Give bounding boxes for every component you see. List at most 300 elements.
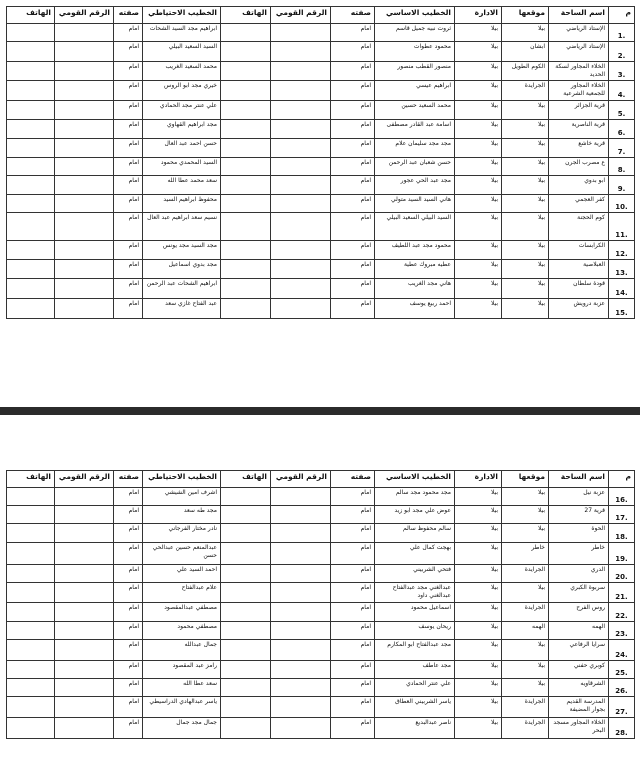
backup-national-id-cell <box>55 488 114 506</box>
location-cell: بيلا <box>502 524 549 543</box>
table-row <box>7 260 635 279</box>
main-role-cell: امام <box>331 565 375 583</box>
backup-preacher-cell: نسيم سعد ابراهيم عبد العال <box>143 213 221 241</box>
header-national-id: الرقم القومي <box>271 7 331 24</box>
place-name-cell: الكرابسات <box>549 241 609 260</box>
backup-national-id-cell <box>55 299 114 319</box>
phone-cell <box>221 120 271 139</box>
national-id-cell <box>271 24 331 42</box>
backup-role-cell: امام <box>114 718 143 739</box>
location-cell: الكوم الطويل <box>502 62 549 81</box>
main-preacher-cell: ريحان يوسف <box>375 622 455 640</box>
phone-cell <box>221 661 271 679</box>
place-name-cell: عزبة نيل <box>549 488 609 506</box>
header-location: موقعها <box>502 7 549 24</box>
main-role-cell: امام <box>331 279 375 299</box>
backup-preacher-cell: جمال مجد جمال <box>143 718 221 739</box>
row-number-cell: .19 <box>609 543 635 565</box>
header-backup-preacher: الخطيب الاحتياطي <box>143 471 221 488</box>
administration-cell: بيلا <box>455 622 502 640</box>
place-name-cell: الإستاد الرياضي <box>549 42 609 62</box>
main-preacher-cell: عطيه مبروك عطية <box>375 260 455 279</box>
main-preacher-cell: علي عنتر الحمادي <box>375 679 455 697</box>
national-id-cell <box>271 697 331 718</box>
backup-role-cell: امام <box>114 661 143 679</box>
phone-cell <box>221 583 271 603</box>
row-number-cell: .15 <box>609 299 635 319</box>
place-name-cell: سربوة الكبري <box>549 583 609 603</box>
backup-role-cell: امام <box>114 120 143 139</box>
row-number-cell: .25 <box>609 661 635 679</box>
main-role-cell: امام <box>331 506 375 524</box>
administration-cell: بيلا <box>455 543 502 565</box>
administration-cell: بيلا <box>455 176 502 195</box>
backup-national-id-cell <box>55 506 114 524</box>
row-number-cell: .7 <box>609 139 635 158</box>
row-number-cell: .9 <box>609 176 635 195</box>
administration-cell: بيلا <box>455 139 502 158</box>
row-number-cell: .20 <box>609 565 635 583</box>
table-1-header-row <box>7 7 635 24</box>
national-id-cell <box>271 101 331 120</box>
backup-national-id-cell <box>55 195 114 213</box>
backup-preacher-cell: رامز عبد المقصود <box>143 661 221 679</box>
main-role-cell: امام <box>331 543 375 565</box>
backup-national-id-cell <box>55 139 114 158</box>
backup-national-id-cell <box>55 565 114 583</box>
backup-preacher-cell: ياسر عبدالهادي الدراسيطي <box>143 697 221 718</box>
main-role-cell: امام <box>331 241 375 260</box>
main-preacher-cell: هاني السيد السيد متولي <box>375 195 455 213</box>
main-role-cell: امام <box>331 120 375 139</box>
place-name-cell: خاطر <box>549 543 609 565</box>
backup-phone-cell <box>7 718 55 739</box>
backup-phone-cell <box>7 176 55 195</box>
row-number-cell: .13 <box>609 260 635 279</box>
backup-phone-cell <box>7 583 55 603</box>
administration-cell: بيلا <box>455 524 502 543</box>
table-row <box>7 506 635 524</box>
backup-phone-cell <box>7 101 55 120</box>
national-id-cell <box>271 279 331 299</box>
backup-national-id-cell <box>55 62 114 81</box>
backup-preacher-cell: خيري مجد ابو الروس <box>143 81 221 101</box>
backup-role-cell: امام <box>114 488 143 506</box>
backup-role-cell: امام <box>114 679 143 697</box>
header-administration: الادارة <box>455 471 502 488</box>
national-id-cell <box>271 81 331 101</box>
backup-national-id-cell <box>55 101 114 120</box>
main-preacher-cell: محمد السعيد حسين <box>375 101 455 120</box>
backup-phone-cell <box>7 62 55 81</box>
backup-phone-cell <box>7 565 55 583</box>
main-role-cell: امام <box>331 583 375 603</box>
phone-cell <box>221 565 271 583</box>
table-row <box>7 139 635 158</box>
phone-cell <box>221 213 271 241</box>
location-cell: بيلا <box>502 583 549 603</box>
backup-role-cell: امام <box>114 24 143 42</box>
phone-cell <box>221 299 271 319</box>
table-row <box>7 622 635 640</box>
header-backup-role: صفته <box>114 7 143 24</box>
administration-cell: بيلا <box>455 158 502 176</box>
national-id-cell <box>271 640 331 661</box>
table-row <box>7 101 635 120</box>
backup-role-cell: امام <box>114 506 143 524</box>
place-name-cell: الخلاء المجاور للجمعية الشرعية <box>549 81 609 101</box>
header-main-preacher: الخطيب الاساسي <box>375 7 455 24</box>
phone-cell <box>221 139 271 158</box>
main-role-cell: امام <box>331 603 375 622</box>
backup-national-id-cell <box>55 24 114 42</box>
phone-cell <box>221 241 271 260</box>
row-number-cell: .10 <box>609 195 635 213</box>
backup-role-cell: امام <box>114 81 143 101</box>
backup-national-id-cell <box>55 524 114 543</box>
backup-role-cell: امام <box>114 279 143 299</box>
table-row <box>7 176 635 195</box>
national-id-cell <box>271 543 331 565</box>
backup-national-id-cell <box>55 260 114 279</box>
row-number-cell: .27 <box>609 697 635 718</box>
national-id-cell <box>271 120 331 139</box>
row-number-cell: .26 <box>609 679 635 697</box>
phone-cell <box>221 506 271 524</box>
header-role: صفته <box>331 471 375 488</box>
row-number-cell: .18 <box>609 524 635 543</box>
main-role-cell: امام <box>331 42 375 62</box>
administration-cell: بيلا <box>455 718 502 739</box>
backup-phone-cell <box>7 279 55 299</box>
backup-role-cell: امام <box>114 139 143 158</box>
table-row <box>7 120 635 139</box>
location-cell: بيلا <box>502 506 549 524</box>
location-cell: بيلا <box>502 488 549 506</box>
backup-national-id-cell <box>55 640 114 661</box>
administration-cell: بيلا <box>455 24 502 42</box>
place-name-cell: قرية الجزائر <box>549 101 609 120</box>
administration-cell: بيلا <box>455 679 502 697</box>
backup-role-cell: امام <box>114 583 143 603</box>
backup-national-id-cell <box>55 583 114 603</box>
main-preacher-cell: اسماعيل محمود <box>375 603 455 622</box>
national-id-cell <box>271 718 331 739</box>
backup-phone-cell <box>7 661 55 679</box>
backup-role-cell: امام <box>114 299 143 319</box>
backup-preacher-cell: اشرف امين الشيشي <box>143 488 221 506</box>
national-id-cell <box>271 679 331 697</box>
main-role-cell: امام <box>331 679 375 697</box>
national-id-cell <box>271 524 331 543</box>
backup-phone-cell <box>7 81 55 101</box>
administration-cell: بيلا <box>455 506 502 524</box>
phone-cell <box>221 176 271 195</box>
backup-preacher-cell: ابراهيم الشحات عبد الرحمن <box>143 279 221 299</box>
phone-cell <box>221 622 271 640</box>
location-cell: ابشان <box>502 42 549 62</box>
backup-phone-cell <box>7 42 55 62</box>
table-row <box>7 81 635 101</box>
place-name-cell: قرية 27 <box>549 506 609 524</box>
location-cell: الجرايدة <box>502 81 549 101</box>
main-preacher-cell: منصور القطب منصور <box>375 62 455 81</box>
phone-cell <box>221 62 271 81</box>
administration-cell: بيلا <box>455 697 502 718</box>
backup-phone-cell <box>7 488 55 506</box>
place-name-cell: كوبري حفني <box>549 661 609 679</box>
main-role-cell: امام <box>331 24 375 42</box>
place-name-cell: الخلاء المجاور مسجد البحر <box>549 718 609 739</box>
header-backup-phone: الهاتف <box>7 7 55 24</box>
row-number-cell: .24 <box>609 640 635 661</box>
page-divider <box>0 407 640 415</box>
national-id-cell <box>271 158 331 176</box>
backup-preacher-cell: احمد السيد علي <box>143 565 221 583</box>
table-row <box>7 524 635 543</box>
table-1 <box>6 6 635 319</box>
backup-national-id-cell <box>55 213 114 241</box>
national-id-cell <box>271 195 331 213</box>
row-number-cell: .11 <box>609 213 635 241</box>
header-administration: الادارة <box>455 7 502 24</box>
backup-national-id-cell <box>55 603 114 622</box>
main-role-cell: امام <box>331 139 375 158</box>
row-number-cell: .4 <box>609 81 635 101</box>
header-number: م <box>609 7 635 24</box>
place-name-cell: ابو بدوي <box>549 176 609 195</box>
administration-cell: بيلا <box>455 241 502 260</box>
location-cell: بيلا <box>502 139 549 158</box>
table-row <box>7 583 635 603</box>
location-cell: بيلا <box>502 158 549 176</box>
main-preacher-cell: محمود مجد عبد اللطيف <box>375 241 455 260</box>
location-cell: بيلا <box>502 101 549 120</box>
backup-preacher-cell: مصطفي عبدالمقصود <box>143 603 221 622</box>
backup-role-cell: امام <box>114 697 143 718</box>
table-row <box>7 62 635 81</box>
administration-cell: بيلا <box>455 260 502 279</box>
row-number-cell: .1 <box>609 24 635 42</box>
main-preacher-cell: فتحي الشربيني <box>375 565 455 583</box>
place-name-cell: المدرسة القديم بجوار المضيفة <box>549 697 609 718</box>
header-location: موقعها <box>502 471 549 488</box>
phone-cell <box>221 24 271 42</box>
backup-preacher-cell: ابراهيم مجد السيد الشحات <box>143 24 221 42</box>
location-cell: الجرايدة <box>502 603 549 622</box>
main-preacher-cell: حسن شعبان عبد الرحمن <box>375 158 455 176</box>
main-role-cell: امام <box>331 299 375 319</box>
location-cell: بيلا <box>502 260 549 279</box>
administration-cell: بيلا <box>455 603 502 622</box>
location-cell: بيلا <box>502 120 549 139</box>
place-name-cell: كفر العجمي <box>549 195 609 213</box>
main-preacher-cell: عوض علي مجد ابو زيد <box>375 506 455 524</box>
row-number-cell: .5 <box>609 101 635 120</box>
phone-cell <box>221 158 271 176</box>
national-id-cell <box>271 488 331 506</box>
header-place: اسم الساحة <box>549 7 609 24</box>
administration-cell: بيلا <box>455 42 502 62</box>
national-id-cell <box>271 139 331 158</box>
administration-cell: بيلا <box>455 120 502 139</box>
backup-role-cell: امام <box>114 260 143 279</box>
backup-phone-cell <box>7 679 55 697</box>
main-preacher-cell: السيد البيلي السعيد البيلي <box>375 213 455 241</box>
main-preacher-cell: محمود عطوات <box>375 42 455 62</box>
backup-role-cell: امام <box>114 42 143 62</box>
backup-national-id-cell <box>55 697 114 718</box>
backup-preacher-cell: حسن احمد عبد العال <box>143 139 221 158</box>
place-name-cell: الشرقاويه <box>549 679 609 697</box>
backup-phone-cell <box>7 543 55 565</box>
backup-phone-cell <box>7 139 55 158</box>
place-name-cell: سرايا الرفاعي <box>549 640 609 661</box>
backup-preacher-cell: محفوظ ابراهيم السيد <box>143 195 221 213</box>
national-id-cell <box>271 565 331 583</box>
main-preacher-cell: احمد ربيع يوسف <box>375 299 455 319</box>
backup-phone-cell <box>7 213 55 241</box>
main-preacher-cell: عبدالغني مجد عبدالفتاح عبدالغني داود <box>375 583 455 603</box>
backup-preacher-cell: السيد السعيد البيلي <box>143 42 221 62</box>
place-name-cell: عزبة درويش <box>549 299 609 319</box>
place-name-cell: ع مصرب الجرن <box>549 158 609 176</box>
backup-phone-cell <box>7 158 55 176</box>
row-number-cell: .3 <box>609 62 635 81</box>
main-role-cell: امام <box>331 176 375 195</box>
backup-role-cell: امام <box>114 603 143 622</box>
row-number-cell: .21 <box>609 583 635 603</box>
main-preacher-cell: مجد عاطف <box>375 661 455 679</box>
backup-role-cell: امام <box>114 62 143 81</box>
header-backup-role: صفته <box>114 471 143 488</box>
main-role-cell: امام <box>331 213 375 241</box>
location-cell: الجرايدة <box>502 697 549 718</box>
place-name-cell: الإستاد الرياضي <box>549 24 609 42</box>
location-cell: الهمه <box>502 622 549 640</box>
table-row <box>7 718 635 739</box>
national-id-cell <box>271 583 331 603</box>
backup-national-id-cell <box>55 120 114 139</box>
national-id-cell <box>271 62 331 81</box>
main-role-cell: امام <box>331 101 375 120</box>
table-1-body <box>7 24 635 319</box>
backup-preacher-cell: سعد محمد عطا الله <box>143 176 221 195</box>
backup-phone-cell <box>7 195 55 213</box>
phone-cell <box>221 524 271 543</box>
backup-role-cell: امام <box>114 213 143 241</box>
main-role-cell: امام <box>331 661 375 679</box>
location-cell: بيلا <box>502 213 549 241</box>
backup-role-cell: امام <box>114 241 143 260</box>
main-role-cell: امام <box>331 260 375 279</box>
backup-national-id-cell <box>55 279 114 299</box>
backup-role-cell: امام <box>114 195 143 213</box>
backup-national-id-cell <box>55 158 114 176</box>
location-cell: بيلا <box>502 279 549 299</box>
place-name-cell: كوم الحجنة <box>549 213 609 241</box>
header-backup-national-id: الرقم القومي <box>55 7 114 24</box>
header-backup-national-id: الرقم القومي <box>55 471 114 488</box>
administration-cell: بيلا <box>455 488 502 506</box>
main-role-cell: امام <box>331 718 375 739</box>
administration-cell: بيلا <box>455 299 502 319</box>
backup-role-cell: امام <box>114 176 143 195</box>
main-preacher-cell: بهجت كمال علي <box>375 543 455 565</box>
backup-role-cell: امام <box>114 622 143 640</box>
table-row <box>7 213 635 241</box>
phone-cell <box>221 101 271 120</box>
backup-phone-cell <box>7 506 55 524</box>
table-row <box>7 603 635 622</box>
backup-preacher-cell: علي عنتر مجد الحمادي <box>143 101 221 120</box>
row-number-cell: .12 <box>609 241 635 260</box>
location-cell: الجرايدة <box>502 565 549 583</box>
backup-preacher-cell: علام عبدالفتاح <box>143 583 221 603</box>
location-cell: بيلا <box>502 24 549 42</box>
backup-role-cell: امام <box>114 524 143 543</box>
phone-cell <box>221 42 271 62</box>
main-role-cell: امام <box>331 488 375 506</box>
backup-role-cell: امام <box>114 158 143 176</box>
administration-cell: بيلا <box>455 640 502 661</box>
backup-role-cell: امام <box>114 565 143 583</box>
main-role-cell: امام <box>331 195 375 213</box>
backup-preacher-cell: مجد السيد مجد يونس <box>143 241 221 260</box>
administration-cell: بيلا <box>455 81 502 101</box>
phone-cell <box>221 718 271 739</box>
national-id-cell <box>271 603 331 622</box>
backup-phone-cell <box>7 241 55 260</box>
location-cell: خاطر <box>502 543 549 565</box>
phone-cell <box>221 279 271 299</box>
administration-cell: بيلا <box>455 583 502 603</box>
main-role-cell: امام <box>331 158 375 176</box>
main-preacher-cell: ناصر عبدالبديع <box>375 718 455 739</box>
backup-preacher-cell: مجد طه سعد <box>143 506 221 524</box>
table-row <box>7 158 635 176</box>
backup-national-id-cell <box>55 679 114 697</box>
header-place: اسم الساحة <box>549 471 609 488</box>
table-row <box>7 299 635 319</box>
administration-cell: بيلا <box>455 279 502 299</box>
row-number-cell: .17 <box>609 506 635 524</box>
national-id-cell <box>271 213 331 241</box>
table-row <box>7 640 635 661</box>
administration-cell: بيلا <box>455 101 502 120</box>
backup-preacher-cell: مجد ابراهيم القهاوي <box>143 120 221 139</box>
backup-preacher-cell: نادر مختار الفرجاني <box>143 524 221 543</box>
table-2 <box>6 470 635 739</box>
preachers-table-part-1 <box>6 6 634 319</box>
table-row <box>7 697 635 718</box>
backup-preacher-cell: جمال عبدالله <box>143 640 221 661</box>
backup-preacher-cell: مجد بدوي اسماعيل <box>143 260 221 279</box>
location-cell: بيلا <box>502 176 549 195</box>
row-number-cell: .16 <box>609 488 635 506</box>
place-name-cell: روس الفرح <box>549 603 609 622</box>
table-row <box>7 279 635 299</box>
row-number-cell: .22 <box>609 603 635 622</box>
national-id-cell <box>271 241 331 260</box>
header-backup-phone: الهاتف <box>7 471 55 488</box>
main-preacher-cell: مجد محمود مجد سالم <box>375 488 455 506</box>
row-number-cell: .23 <box>609 622 635 640</box>
table-row <box>7 543 635 565</box>
backup-preacher-cell: عبدالمنعم حسين عبدالحي حسن <box>143 543 221 565</box>
backup-phone-cell <box>7 299 55 319</box>
header-phone: الهاتف <box>221 471 271 488</box>
